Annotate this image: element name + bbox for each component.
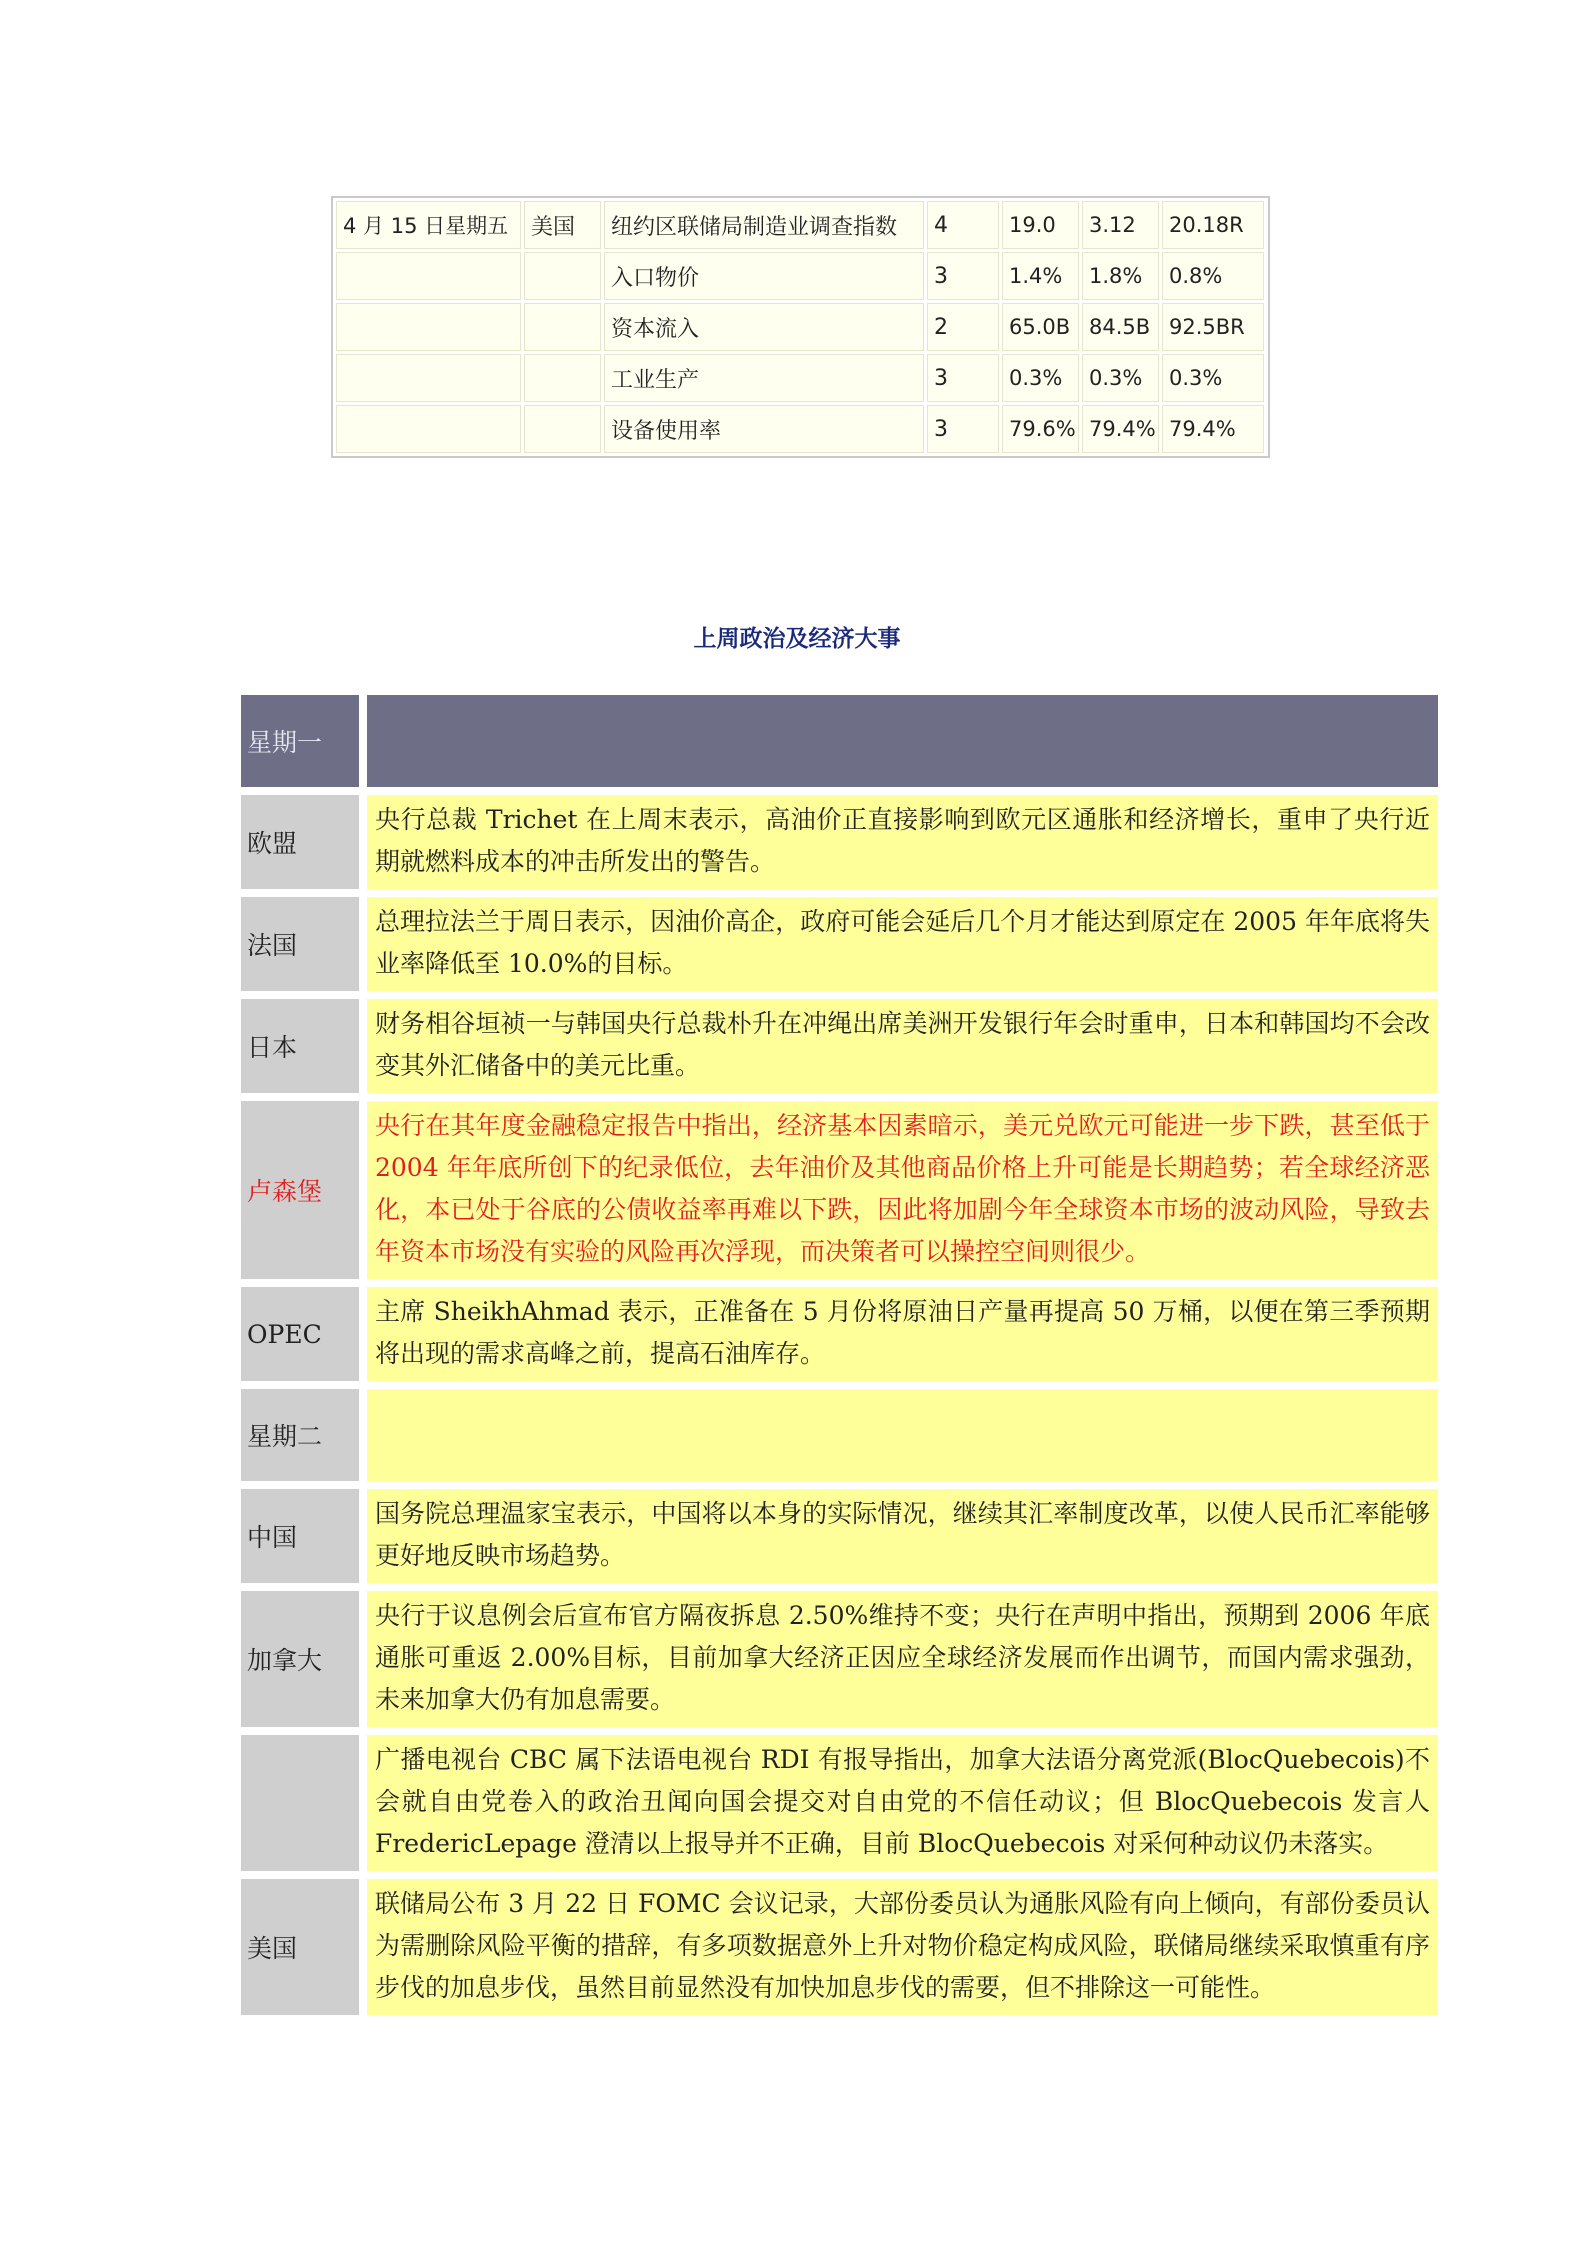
value-cell-2: 3.12 xyxy=(1082,201,1159,249)
country-cell xyxy=(524,303,601,351)
event-row xyxy=(241,1489,1438,1583)
event-text: 央行总裁 Trichet 在上周末表示，高油价正直接影响到欧元区通胀和经济增长，重申了央行近期就燃料成本的冲击所发出的警告。 xyxy=(367,795,1438,889)
importance-cell: 4 xyxy=(927,201,999,249)
event-text: 财务相谷垣祯一与韩国央行总裁朴升在冲绳出席美洲开发银行年会时重申，日本和韩国均不会改变其外汇储备中的美元比重。 xyxy=(367,999,1438,1093)
value-cell-2: 79.4% xyxy=(1082,405,1159,453)
day-header-row xyxy=(241,1389,1438,1481)
value-cell-3: 20.18R xyxy=(1162,201,1264,249)
importance-cell: 3 xyxy=(927,252,999,300)
region-label: 法国 xyxy=(241,897,359,991)
day-header-text xyxy=(367,1389,1438,1481)
event-row xyxy=(241,897,1438,991)
indicator-cell: 设备使用率 xyxy=(604,405,924,453)
event-text: 总理拉法兰于周日表示，因油价高企，政府可能会延后几个月才能达到原定在 2005 年年底将失业率降低至 10.0%的目标。 xyxy=(367,897,1438,991)
event-text: 央行于议息例会后宣布官方隔夜拆息 2.50%维持不变；央行在声明中指出，预期到 2006 年底通胀可重返 2.00%目标，目前加拿大经济正因应全球经济发展而作出调节，而国内需求强劲，未来加拿大仍有加息需要。 xyxy=(367,1591,1438,1727)
event-row xyxy=(241,1735,1438,1871)
day-label: 星期二 xyxy=(241,1389,359,1481)
event-row xyxy=(241,795,1438,889)
day-header-text xyxy=(367,695,1438,787)
date-cell xyxy=(336,303,521,351)
table-row xyxy=(336,405,1265,453)
region-label xyxy=(241,1735,359,1871)
date-cell xyxy=(336,252,521,300)
events-table xyxy=(241,695,1438,2023)
date-cell xyxy=(336,354,521,402)
section-title: 上周政治及经济大事 xyxy=(693,626,901,652)
table-row xyxy=(336,303,1265,351)
country-cell xyxy=(524,354,601,402)
value-cell-2: 84.5B xyxy=(1082,303,1159,351)
importance-cell: 3 xyxy=(927,405,999,453)
value-cell-1: 65.0B xyxy=(1002,303,1079,351)
region-label: 美国 xyxy=(241,1879,359,2015)
value-cell-3: 79.4% xyxy=(1162,405,1264,453)
event-text: 联储局公布 3 月 22 日 FOMC 会议记录，大部份委员认为通胀风险有向上倾向，有部份委员认为需删除风险平衡的措辞，有多项数据意外上升对物价稳定构成风险，联储局继续采取慎重有序步伐的加息步伐，虽然目前显然没有加快加息步伐的需要，但不排除这一可能性。 xyxy=(367,1879,1438,2015)
value-cell-2: 0.3% xyxy=(1082,354,1159,402)
country-cell: 美国 xyxy=(524,201,601,249)
region-label: 欧盟 xyxy=(241,795,359,889)
event-text: 国务院总理温家宝表示，中国将以本身的实际情况，继续其汇率制度改革，以使人民币汇率能够更好地反映市场趋势。 xyxy=(367,1489,1438,1583)
event-text: 央行在其年度金融稳定报告中指出，经济基本因素暗示，美元兑欧元可能进一步下跌，甚至低于 2004 年年底所创下的纪录低位，去年油价及其他商品价格上升可能是长期趋势；若全球经济恶化，本已处于谷底的公债收益率再难以下跌，因此将加剧今年全球资本市场的波动风险，导致去年资本市场没有实验的风险再次浮现，而决策者可以操控空间则很少。 xyxy=(367,1101,1438,1279)
value-cell-3: 0.8% xyxy=(1162,252,1264,300)
event-row xyxy=(241,1287,1438,1381)
event-row-highlight xyxy=(241,1101,1438,1279)
table-row xyxy=(336,201,1265,249)
importance-cell: 3 xyxy=(927,354,999,402)
day-label: 星期一 xyxy=(241,695,359,787)
economic-calendar-table xyxy=(331,196,1270,458)
indicator-cell: 工业生产 xyxy=(604,354,924,402)
indicator-cell: 入口物价 xyxy=(604,252,924,300)
value-cell-1: 19.0 xyxy=(1002,201,1079,249)
event-row xyxy=(241,999,1438,1093)
value-cell-2: 1.8% xyxy=(1082,252,1159,300)
region-label: OPEC xyxy=(241,1287,359,1381)
day-header-row xyxy=(241,695,1438,787)
region-label: 卢森堡 xyxy=(241,1101,359,1279)
event-text: 主席 SheikhAhmad 表示，正准备在 5 月份将原油日产量再提高 50 万桶，以便在第三季预期将出现的需求高峰之前，提高石油库存。 xyxy=(367,1287,1438,1381)
date-cell: 4 月 15 日星期五 xyxy=(336,201,521,249)
date-cell xyxy=(336,405,521,453)
country-cell xyxy=(524,252,601,300)
region-label: 中国 xyxy=(241,1489,359,1583)
table-row xyxy=(336,354,1265,402)
region-label: 日本 xyxy=(241,999,359,1093)
value-cell-1: 0.3% xyxy=(1002,354,1079,402)
event-row xyxy=(241,1591,1438,1727)
table-row xyxy=(336,252,1265,300)
country-cell xyxy=(524,405,601,453)
value-cell-3: 92.5BR xyxy=(1162,303,1264,351)
indicator-cell: 纽约区联储局制造业调查指数 xyxy=(604,201,924,249)
importance-cell: 2 xyxy=(927,303,999,351)
event-row xyxy=(241,1879,1438,2015)
event-text: 广播电视台 CBC 属下法语电视台 RDI 有报导指出，加拿大法语分离党派(BlocQuebecois)不会就自由党卷入的政治丑闻向国会提交对自由党的不信任动议；但 BlocQuebecois 发言人 FredericLepage 澄清以上报导并不正确，目前 BlocQuebecois 对采何种动议仍未落实。 xyxy=(367,1735,1438,1871)
value-cell-1: 1.4% xyxy=(1002,252,1079,300)
region-label: 加拿大 xyxy=(241,1591,359,1727)
value-cell-1: 79.6% xyxy=(1002,405,1079,453)
indicator-cell: 资本流入 xyxy=(604,303,924,351)
value-cell-3: 0.3% xyxy=(1162,354,1264,402)
